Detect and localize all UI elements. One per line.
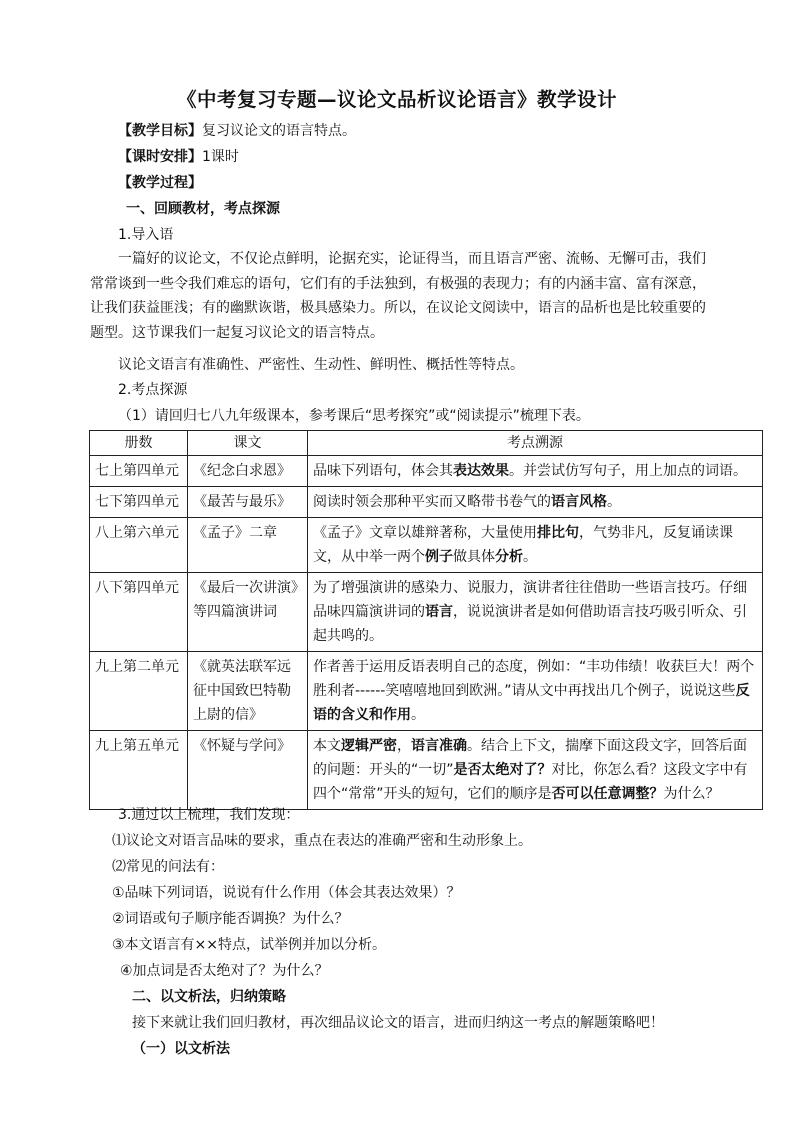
source-text: 《孟子》文章以雄辩著称，大量使用	[313, 525, 537, 541]
source-emphasis: 表达效果	[453, 463, 509, 479]
cell-text: 《就英法联军远征中国致巴特勒上尉的信》	[188, 652, 308, 731]
findings-point-1: ⑴议论文对语言品味的要求，重点在表达的准确严密和生动形象上。	[112, 833, 532, 849]
cell-text: 《怀疑与学问》	[188, 731, 308, 810]
teaching-goal-text: 复习议论文的语言特点。	[202, 123, 356, 139]
teaching-goal-label: 【教学目标】	[118, 123, 202, 139]
cell-book: 七上第四单元	[90, 456, 188, 487]
findings-heading: 3.通过以上梳理，我们发现：	[118, 807, 300, 823]
source-emphasis: 排比句	[537, 525, 579, 541]
column-header-source: 考点溯源	[308, 431, 763, 456]
cell-text: 《最后一次讲演》等四篇演讲词	[188, 573, 308, 652]
document-title: 《中考复习专题—议论文品析议论语言》教学设计	[176, 88, 617, 111]
source-text: 作者善于运用反语表明自己的态度，例如：“丰功伟绩！收获巨大！两个胜利者------笑嘻嘻地回到欧洲。”请从文中再找出几个例子，说说这些	[313, 659, 755, 699]
cell-text: 《纪念白求恩》	[188, 456, 308, 487]
question-type-3: ③本文语言有××特点，试举例并加以分析。	[112, 937, 387, 953]
source-text: 本文	[313, 738, 341, 754]
class-schedule-label: 【课时安排】	[118, 149, 202, 165]
column-header-text: 课文	[188, 431, 308, 456]
source-text: ，气势非凡，反复诵读课文，从中举一两个	[313, 525, 733, 565]
intro-line: 题型。这节课我们一起复习议论文的语言特点。	[90, 324, 384, 341]
source-text: 。结合上下文，揣摩下面这段文字，回答后面的问题：开头的“一切”	[313, 738, 747, 778]
cell-source	[308, 456, 763, 487]
source-emphasis: 语言风格	[551, 494, 607, 510]
cell-text: 《最苦与最乐》	[188, 487, 308, 518]
explore-heading: 2.考点探源	[118, 382, 188, 398]
intro-line: 常常谈到一些令我们难忘的语句，它们有的手法独到，有极强的表现力；有的内涵丰富、富有深意，	[90, 275, 706, 292]
cell-source	[308, 518, 763, 573]
source-text: 。	[523, 549, 537, 565]
source-emphasis: 语言准确	[411, 738, 467, 754]
findings-point-2: ⑵常见的问法有：	[112, 859, 224, 875]
section1-heading: 一、回顾教材，考点探源	[126, 201, 280, 217]
cell-source	[308, 731, 763, 810]
intro-heading: 1.导入语	[118, 227, 174, 243]
source-text: ，说说演讲者是如何借助语言技巧吸引听众、引起共鸣的。	[313, 604, 747, 644]
cell-source	[308, 573, 763, 652]
cell-text: 《孟子》二章	[188, 518, 308, 573]
table-row	[90, 456, 763, 487]
cell-book: 九上第五单元	[90, 731, 188, 810]
question-type-2: ②词语或句子顺序能否调换？为什么？	[112, 911, 349, 927]
teaching-process-label: 【教学过程】	[118, 175, 202, 191]
source-text: 。	[411, 707, 425, 723]
source-text: 为了增强演讲的感染力、说服力，演讲者往往借助一些语言技巧。仔细品味四篇演讲词的	[313, 580, 747, 620]
source-text: 为什么？	[663, 786, 720, 802]
column-header-book: 册数	[90, 431, 188, 456]
source-text: ，	[397, 738, 411, 754]
class-schedule	[118, 147, 239, 167]
source-text: 。	[607, 494, 621, 510]
intro-line: 让我们获益匪浅；有的幽默诙谐，极具感染力。所以，在议论文阅读中，语言的品析也是比较重要的	[90, 300, 706, 316]
cell-source	[308, 652, 763, 731]
section2-text: 接下来就让我们回归教材，再次细品议论文的语言，进而归纳这一考点的解题策略吧！	[132, 1015, 664, 1031]
source-emphasis: 例子	[425, 549, 453, 565]
table-row	[90, 518, 763, 573]
class-schedule-text: 1课时	[202, 149, 239, 165]
intro-paragraph	[90, 247, 710, 345]
source-emphasis: 否可以任意调整？	[551, 786, 664, 802]
question-type-1: ①品味下列词语，说说有什么作用（体会其表达效果）？	[112, 885, 461, 901]
source-emphasis: 分析	[495, 549, 523, 565]
source-text: 。并尝试仿写句子，用上加点的词语。	[509, 463, 747, 479]
table-row	[90, 573, 763, 652]
intro-line: 一篇好的议论文，不仅论点鲜明，论据充实，论证得当，而且语言严密、流畅、无懈可击，我们	[118, 251, 706, 267]
cell-book: 八上第六单元	[90, 518, 188, 573]
explore-instruction: （1）请回归七八九年级课本，参考课后“思考探究”或“阅读提示”梳理下表。	[118, 408, 590, 424]
cell-book: 八下第四单元	[90, 573, 188, 652]
source-text: 对比，你怎么看？这段文字中有四个“常常”开头的短句，它们的顺序是	[313, 762, 748, 802]
cell-source	[308, 487, 763, 518]
source-emphasis: 逻辑严密	[341, 738, 397, 754]
teaching-goal	[118, 121, 356, 141]
source-emphasis: 反语的含义和作用	[313, 683, 750, 723]
source-emphasis: 语言	[425, 604, 453, 620]
source-text: 做具体	[453, 549, 495, 565]
table-row	[90, 731, 763, 810]
section2-subheading: （一）以文析法	[132, 1041, 230, 1057]
language-traits: 议论文语言有准确性、严密性、生动性、鲜明性、概括性等特点。	[118, 357, 524, 373]
source-text: 阅读时领会那种平实而又略带书卷气的	[313, 494, 551, 510]
question-type-4: ④加点词是否太绝对了？为什么？	[120, 963, 329, 979]
table-row	[90, 652, 763, 731]
exam-source-table	[89, 430, 763, 810]
source-emphasis: 是否太绝对了？	[453, 762, 552, 778]
cell-book: 七下第四单元	[90, 487, 188, 518]
table-header-row	[90, 431, 763, 456]
cell-book: 九上第二单元	[90, 652, 188, 731]
table-row	[90, 487, 763, 518]
source-text: 品味下列语句，体会其	[313, 463, 453, 479]
section2-heading: 二、以文析法，归纳策略	[132, 989, 286, 1005]
